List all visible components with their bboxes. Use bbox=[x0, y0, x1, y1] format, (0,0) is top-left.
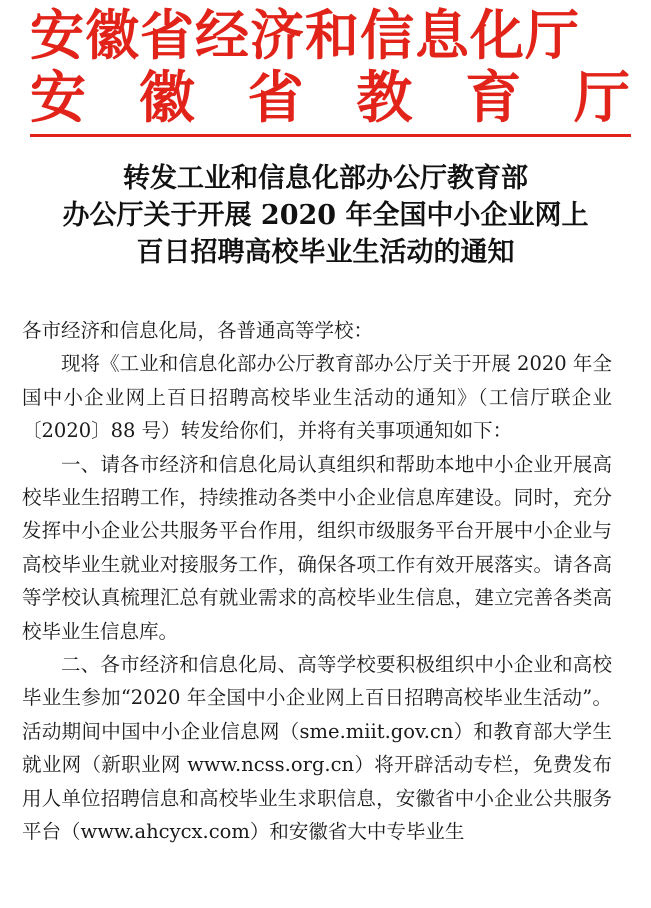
title-line-1: 转发工业和信息化部办公厅教育部 bbox=[123, 163, 528, 194]
issuer-header-economy: 安徽省经济和信息化厅 bbox=[30, 3, 580, 67]
title-line-2: 办公厅关于开展 2020 年全国中小企业网上 bbox=[62, 200, 589, 231]
paragraph-intro: 现将《工业和信息化部办公厅教育部办公厅关于开展 2020 年全国中小企业网上百日招聘高校毕业生活动的通知》（工信厅联企业〔2020〕88 号）转发给你们，并将有关事项通知如下： bbox=[22, 352, 612, 443]
document-title bbox=[0, 160, 651, 271]
paragraph-item-2: 二、各市经济和信息化局、高等学校要积极组织中小企业和高校毕业生参加“2020 年全国中小企业网上百日招聘高校毕业生活动”。活动期间中国中小企业信息网（sme.miit.gov.cn）和教育部大学生就业网（新职业网 www.ncss.org.cn）将开辟活动专栏，免费发布用人单位招聘信息和高校毕业生求职信息，安徽省中小企业公共服务平台（www.ahcycx.com）和安徽省大中专毕业生 bbox=[22, 653, 612, 844]
issuer-header-char: 教 bbox=[356, 65, 413, 131]
issuer-header-char: 省 bbox=[247, 65, 304, 131]
issuer-header-char: 育 bbox=[465, 65, 522, 131]
header-divider bbox=[30, 134, 631, 137]
title-line-3: 百日招聘高校毕业生活动的通知 bbox=[136, 237, 515, 268]
issuer-header-char: 安 bbox=[30, 65, 86, 131]
issuer-header-char: 厅 bbox=[573, 65, 630, 131]
issuer-header-education bbox=[30, 65, 630, 131]
document-body bbox=[22, 314, 612, 849]
issuer-header-char: 徽 bbox=[138, 65, 195, 131]
salutation: 各市经济和信息化局，各普通高等学校： bbox=[22, 319, 374, 342]
paragraph-item-1: 一、请各市经济和信息化局认真组织和帮助本地中小企业开展高校毕业生招聘工作，持续推动各类中小企业信息库建设。同时，充分发挥中小企业公共服务平台作用，组织市级服务平台开展中小企业与高校毕业生就业对接服务工作，确保各项工作有效开展落实。请各高等学校认真梳理汇总有就业需求的高校毕业生信息，建立完善各类高校毕业生信息库。 bbox=[22, 452, 612, 643]
